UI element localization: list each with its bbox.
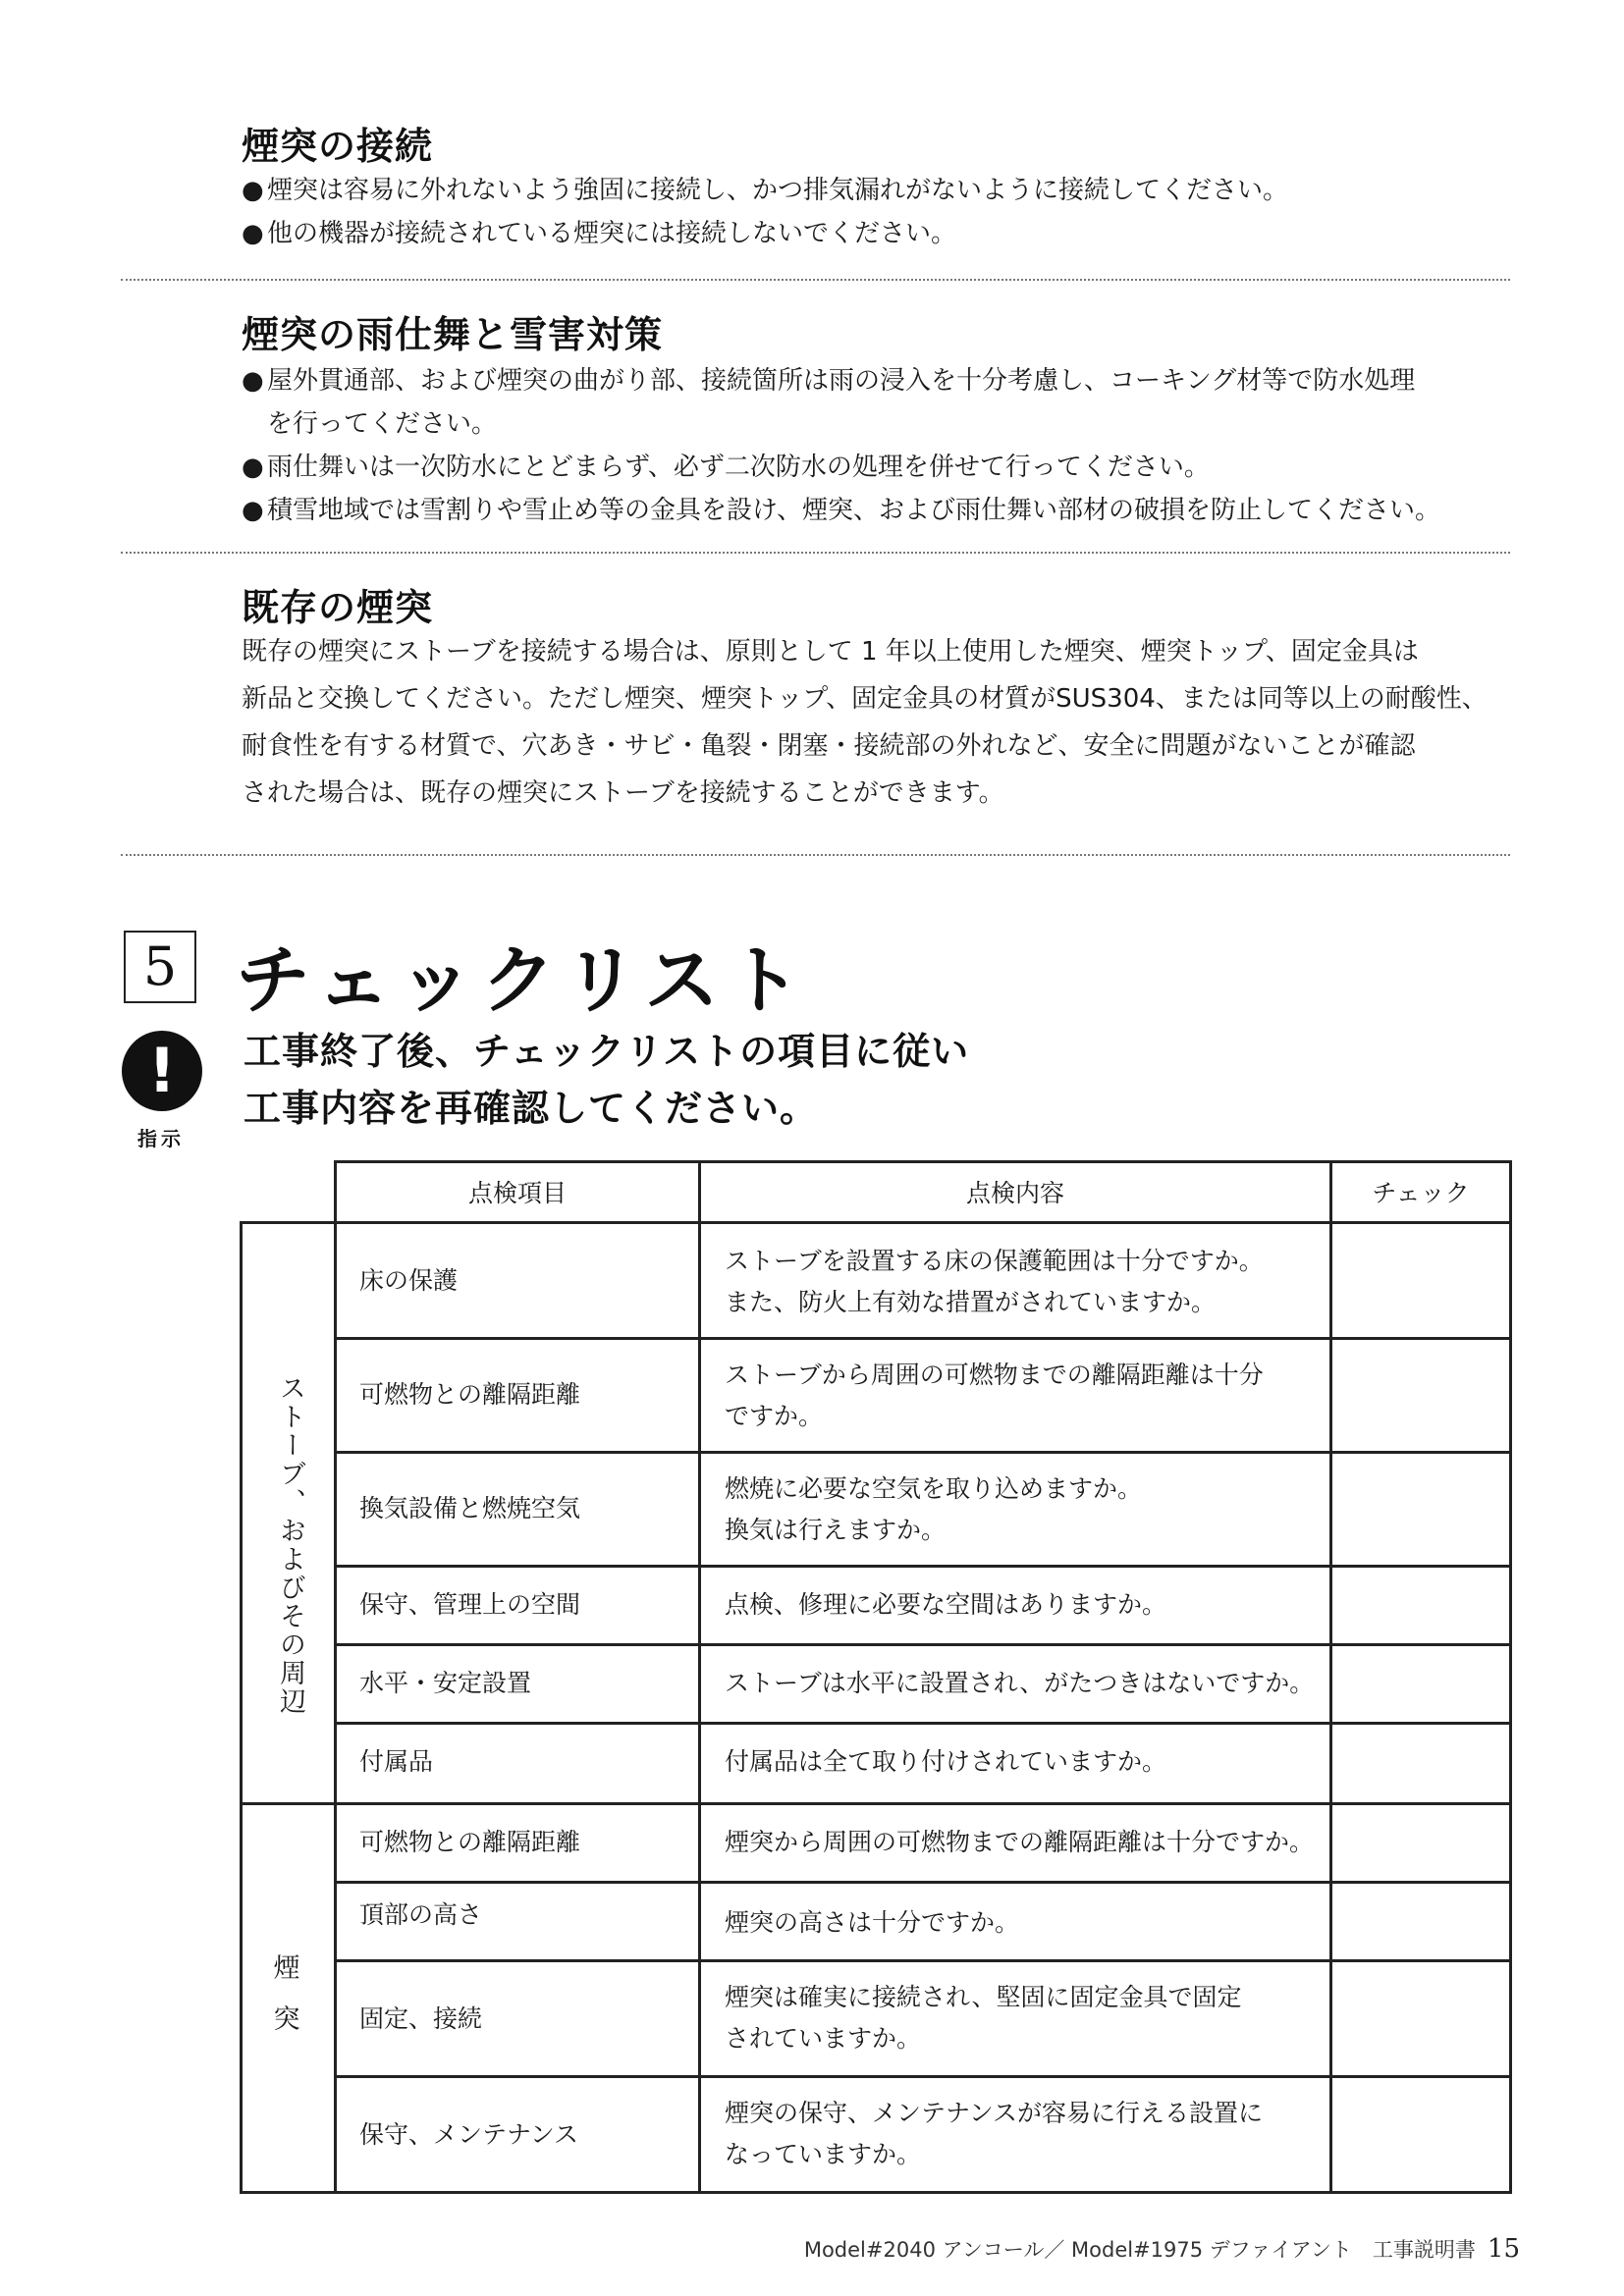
row-content: 煙突の保守、メンテナンスが容易に行える設置に	[725, 2099, 1264, 2127]
dotted-divider	[121, 552, 1510, 554]
paragraph-line: 既存の煙突にストーブを接続する場合は、原則として 1 年以上使用した煙突、煙突トップ、固定金具は	[242, 637, 1419, 667]
row-content: 燃焼に必要な空気を取り込めますか。	[725, 1474, 1143, 1503]
bullet-dot-icon: ●	[242, 219, 264, 248]
bullet-item: ● 他の機器が接続されている煙突には接続しないでください。	[242, 212, 956, 255]
row-item: 付属品	[359, 1747, 434, 1776]
row-item: 水平・安定設置	[359, 1669, 532, 1697]
bullet-continuation: を行ってください。	[267, 409, 498, 439]
row-item: 保守、メンテナンス	[359, 2120, 579, 2149]
check-cell[interactable]	[1332, 1340, 1509, 1451]
row-content: また、防火上有効な措置がされていますか。	[725, 1288, 1217, 1316]
table-border	[334, 1160, 337, 2194]
check-cell[interactable]	[1332, 1568, 1509, 1643]
section-title-existing-chimney: 既存の煙突	[242, 586, 434, 629]
row-content: 換気は行えますか。	[725, 1516, 947, 1544]
checklist-title: チェックリスト	[236, 936, 810, 1024]
row-content: 付属品は全て取り付けされていますか。	[725, 1747, 1167, 1776]
row-content: なっていますか。	[725, 2140, 922, 2168]
row-content: ストーブから周囲の可燃物までの離隔距離は十分	[725, 1361, 1264, 1389]
bullet-item: ● 屋外貫通部、および煙突の曲がり部、接続箇所は雨の浸入を十分考慮し、コーキング材等で防水処理	[242, 359, 1415, 402]
instruction-line-1: 工事終了後、チェックリストの項目に従い	[244, 1030, 970, 1073]
table-border	[334, 1160, 1512, 1163]
check-cell[interactable]	[1332, 1646, 1509, 1722]
exclamation-icon: !	[122, 1031, 202, 1111]
table-border	[240, 2191, 1512, 2194]
page-footer	[804, 2234, 1520, 2264]
row-content: 煙突から周囲の可燃物までの離隔距離は十分ですか。	[725, 1828, 1315, 1856]
section-title-chimney-connection: 煙突の接続	[242, 125, 434, 168]
row-item: 床の保護	[359, 1266, 459, 1295]
header-content: 点検内容	[965, 1179, 1064, 1207]
bullet-item: ● 雨仕舞いは一次防水にとどまらず、必ず二次防水の処理を併せて行ってください。	[242, 446, 1210, 489]
row-item: 換気設備と燃焼空気	[359, 1494, 581, 1522]
footer-text: Model#2040 アンコール／ Model#1975 デファイアント 工事説明書	[803, 2238, 1476, 2262]
check-cell[interactable]	[1332, 1454, 1509, 1565]
check-cell[interactable]	[1332, 1962, 1509, 2075]
bullet-dot-icon: ●	[242, 496, 264, 525]
table-border	[1509, 1160, 1512, 2194]
row-content: 煙突は確実に接続され、堅固に固定金具で固定	[725, 1983, 1242, 2011]
row-content: 煙突の高さは十分ですか。	[725, 1908, 1020, 1937]
paragraph-line: 耐食性を有する材質で、穴あき・サビ・亀裂・閉塞・接続部の外れなど、安全に問題がないことが確認	[242, 731, 1416, 761]
check-cell[interactable]	[1332, 1884, 1509, 1959]
row-item: 保守、管理上の空間	[359, 1590, 581, 1619]
table-border	[698, 1160, 701, 2194]
row-content: ストーブを設置する床の保護範囲は十分ですか。	[725, 1247, 1264, 1275]
check-cell[interactable]	[1332, 1725, 1509, 1802]
page-number: 15	[1487, 2234, 1520, 2264]
group-label-chimney: 煙 突	[273, 1953, 300, 2035]
dotted-divider	[121, 854, 1510, 856]
header-check: チェック	[1372, 1179, 1470, 1207]
section-title-rain-snow: 煙突の雨仕舞と雪害対策	[242, 313, 664, 356]
row-content: ストーブは水平に設置され、がたつきはないですか。	[725, 1669, 1315, 1697]
instruction-icon-label: 指示	[137, 1127, 185, 1150]
group-label-stove: ストーブ、およびその周辺	[275, 1374, 305, 1716]
bullet-dot-icon: ●	[242, 176, 264, 205]
header-item: 点検項目	[467, 1179, 567, 1207]
instruction-line-2: 工事内容を再確認してください。	[244, 1087, 819, 1130]
row-item: 頂部の高さ	[359, 1900, 483, 1929]
bullet-item: ● 煙突は容易に外れないよう強固に接続し、かつ排気漏れがないように接続してください。	[242, 169, 1288, 212]
section-number-box: 5	[124, 931, 196, 1003]
row-content: 点検、修理に必要な空間はありますか。	[725, 1590, 1167, 1619]
check-cell[interactable]	[1332, 1805, 1509, 1881]
table-border	[240, 1221, 243, 2194]
check-cell[interactable]	[1332, 1224, 1509, 1337]
row-item: 可燃物との離隔距離	[359, 1828, 581, 1856]
bullet-item: ● 積雪地域では雪割りや雪止め等の金具を設け、煙突、および雨仕舞い部材の破損を防止してください。	[242, 489, 1440, 532]
dotted-divider	[121, 279, 1510, 281]
row-content: されていますか。	[725, 2024, 922, 2053]
check-cell[interactable]	[1332, 2078, 1509, 2191]
table-border	[240, 1221, 1512, 1224]
paragraph-line: 新品と交換してください。ただし煙突、煙突トップ、固定金具の材質がSUS304、または同等以上の耐酸性、	[242, 684, 1488, 714]
bullet-dot-icon: ●	[242, 453, 264, 482]
row-content: ですか。	[725, 1402, 824, 1430]
row-item: 可燃物との離隔距離	[359, 1380, 581, 1409]
bullet-dot-icon: ●	[242, 366, 264, 396]
group-divider	[240, 1802, 1512, 1805]
row-item: 固定、接続	[359, 2004, 483, 2033]
paragraph-line: された場合は、既存の煙突にストーブを接続することができます。	[242, 778, 1004, 808]
